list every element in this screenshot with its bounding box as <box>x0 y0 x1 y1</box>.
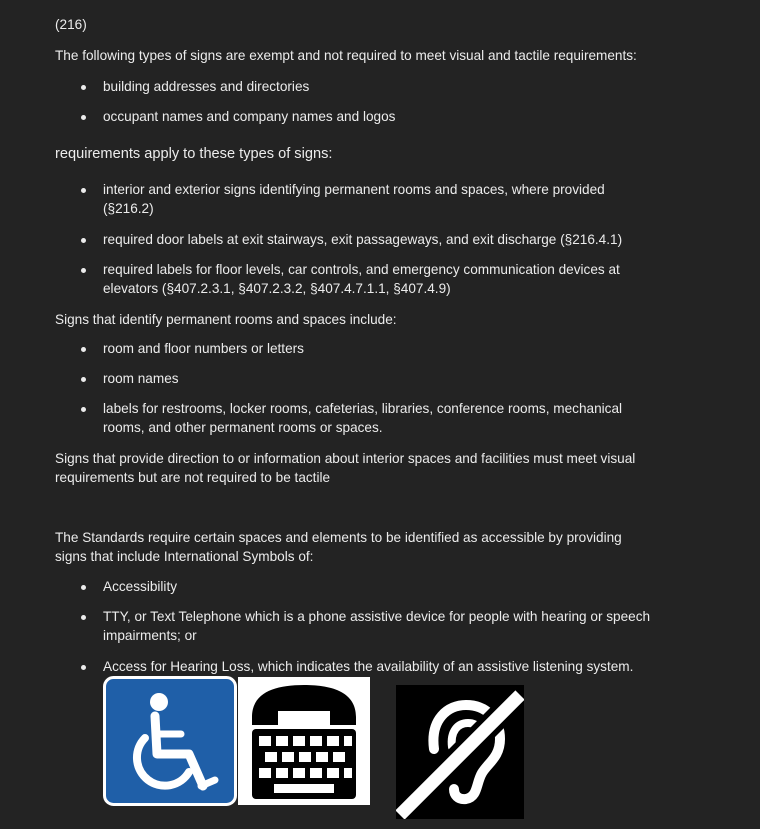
list-item-line: interior and exterior signs identifying permanent rooms and spaces, where provided <box>103 182 605 197</box>
list-item <box>103 399 622 437</box>
paragraph-line: Signs that provide direction to or information about interior spaces and facilities must meet visual <box>55 451 636 466</box>
list-item-line: labels for restrooms, locker rooms, cafeterias, libraries, conference rooms, mechanical <box>103 401 623 416</box>
tty-icon <box>238 677 370 805</box>
list-item-line: impairments; or <box>103 628 197 643</box>
list-item-line: Access for Hearing Loss, which indicates the availability of an assistive listening system. <box>103 659 634 674</box>
list-item-line: (§216.2) <box>103 201 154 216</box>
standards-paragraph <box>55 528 622 566</box>
direction-paragraph <box>55 449 635 487</box>
list-item <box>103 260 620 298</box>
list-item-line: Accessibility <box>103 579 178 594</box>
list-item <box>103 180 605 218</box>
list-item <box>103 577 177 596</box>
exempt-intro: The following types of signs are exempt and not required to meet visual and tactile requirements: <box>55 48 637 63</box>
list-item-line: elevators (§407.2.3.1, §407.2.3.2, §407.4.7.1.1, §407.4.9) <box>103 281 451 296</box>
list-item <box>103 369 179 388</box>
list-item-line: TTY, or Text Telephone which is a phone assistive device for people with hearing or speech <box>103 609 651 624</box>
permanent-intro: Signs that identify permanent rooms and spaces include: <box>55 312 397 327</box>
list-item <box>103 230 622 249</box>
section-number: (216) <box>55 17 87 32</box>
list-item-line: required labels for floor levels, car controls, and emergency communication devices at <box>103 262 620 277</box>
list-item-line: rooms, and other permanent rooms or spaces. <box>103 420 383 435</box>
list-item-line: room and floor numbers or letters <box>103 341 304 356</box>
list-item <box>103 339 304 358</box>
paragraph-line: The Standards require certain spaces and elements to be identified as accessible by providing <box>55 530 622 545</box>
list-item <box>103 607 650 645</box>
wheelchair-icon <box>103 676 237 806</box>
list-item-line: required door labels at exit stairways, exit passageways, and exit discharge (§216.4.1) <box>103 232 623 247</box>
list-item: building addresses and directories <box>103 79 310 94</box>
list-item: occupant names and company names and logos <box>103 109 396 124</box>
paragraph-line: signs that include International Symbols of: <box>55 549 314 564</box>
hearing-loss-icon <box>396 685 524 819</box>
paragraph-line: requirements but are not required to be tactile <box>55 470 331 485</box>
list-item-line: room names <box>103 371 179 386</box>
list-item <box>103 657 633 676</box>
requirements-intro: requirements apply to these types of signs: <box>55 146 333 162</box>
